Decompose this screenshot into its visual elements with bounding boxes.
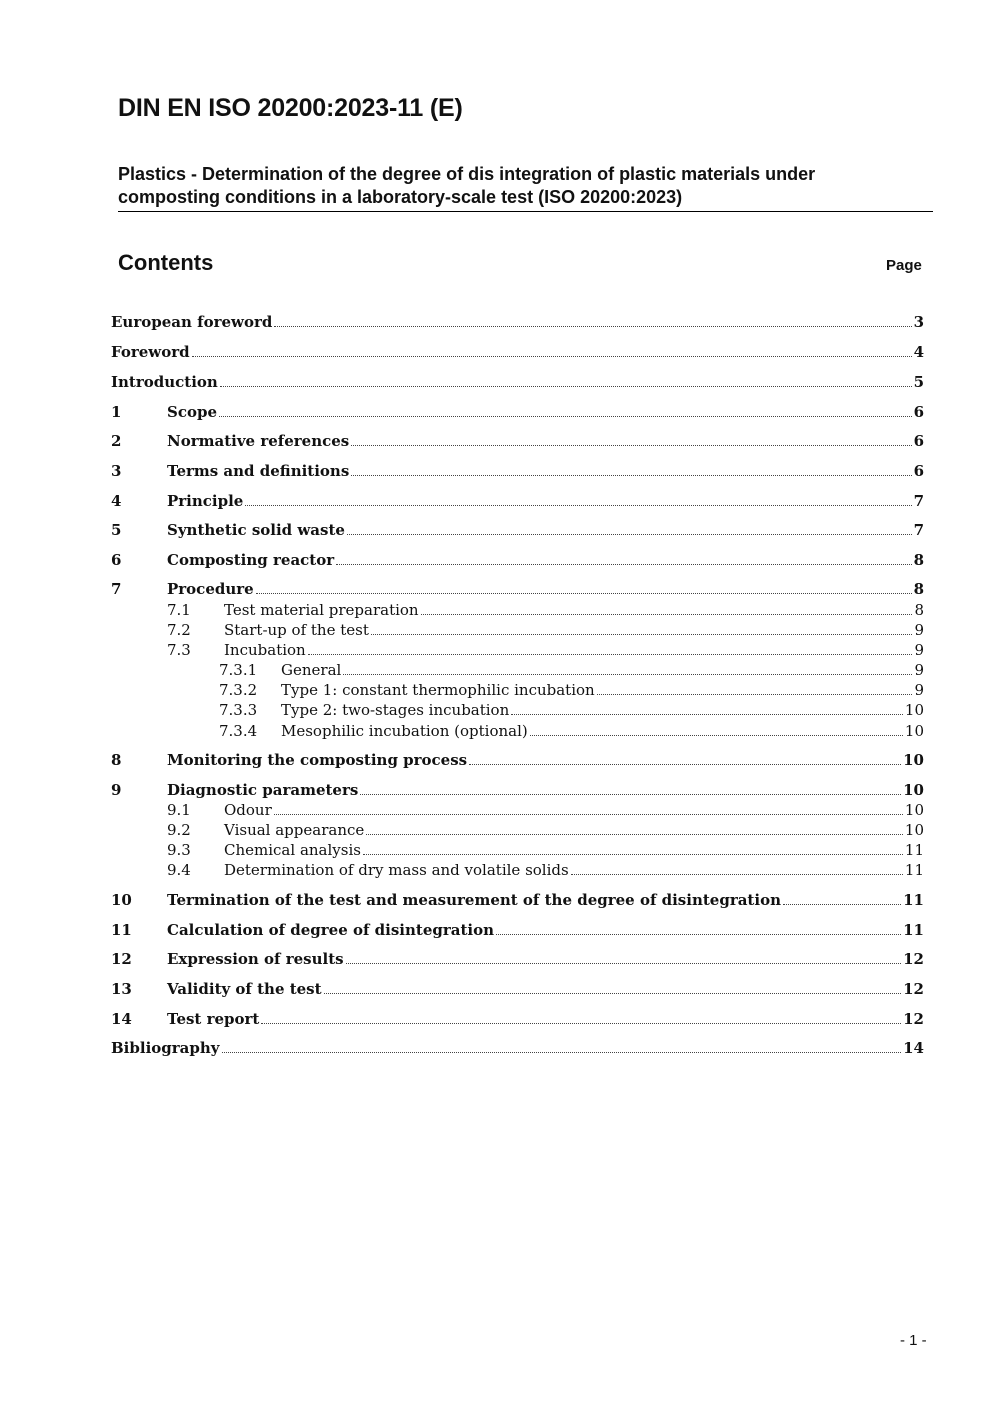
toc-entry-title: Validity of the test: [167, 980, 322, 998]
toc-dot-leader: [571, 871, 903, 875]
toc-entry-page: 10: [904, 722, 924, 740]
toc-entry[interactable]: [219, 680, 924, 700]
toc-entry-title: Termination of the test and measurement of the degree of disintegration: [167, 891, 781, 909]
toc-entry-page: 11: [904, 861, 924, 879]
toc-entry-title: Type 1: constant thermophilic incubation: [281, 681, 595, 699]
toc-dot-leader: [783, 901, 901, 905]
toc-entry[interactable]: [111, 431, 924, 451]
toc-entry[interactable]: [111, 920, 924, 940]
toc-entry-title: Mesophilic incubation (optional): [281, 722, 528, 740]
toc-entry[interactable]: [167, 820, 924, 840]
toc-entry-number: 3: [111, 462, 122, 480]
toc-entry-page: 4: [913, 343, 924, 361]
toc-dot-leader: [192, 353, 912, 357]
toc-entry-title: Synthetic solid waste: [167, 521, 345, 539]
toc-entry-number: 9: [111, 781, 122, 799]
toc-entry[interactable]: [111, 312, 924, 332]
toc-entry-title: Scope: [167, 403, 218, 421]
toc-entry[interactable]: [111, 402, 924, 422]
toc-dot-leader: [336, 561, 911, 565]
subtitle-line-2: composting conditions in a laboratory-scale test (ISO 20200:2023): [118, 187, 683, 207]
toc-entry-title: Foreword: [111, 343, 190, 361]
toc-dot-leader: [308, 651, 913, 655]
toc-entry-number: 2: [111, 432, 122, 450]
toc-entry-title: Incubation: [224, 641, 306, 659]
toc-entry-number: 9.2: [167, 821, 191, 839]
toc-entry-title: Determination of dry mass and volatile solids: [224, 861, 569, 879]
toc-entry-title: Type 2: two-stages incubation: [281, 701, 510, 719]
toc-entry-title: Expression of results: [167, 950, 344, 968]
toc-entry-title: Introduction: [111, 373, 218, 391]
toc-entry[interactable]: [219, 660, 924, 680]
toc-entry-number: 9.1: [167, 801, 191, 819]
toc-dot-leader: [360, 791, 901, 795]
toc-entry-number: 7.2: [167, 621, 191, 639]
toc-dot-leader: [469, 761, 901, 765]
toc-dot-leader: [219, 413, 912, 417]
page-column-heading: Page: [886, 257, 922, 274]
toc-entry-title: Calculation of degree of disintegration: [167, 921, 495, 939]
toc-dot-leader: [511, 711, 903, 715]
toc-dot-leader: [220, 383, 912, 387]
toc-entry[interactable]: [111, 372, 924, 392]
toc-dot-leader: [245, 502, 911, 506]
toc-entry-title: Test material preparation: [224, 601, 419, 619]
toc-entry-number: 6: [111, 551, 122, 569]
toc-entry-number: 8: [111, 751, 122, 769]
toc-dot-leader: [324, 990, 902, 994]
toc-entry-title: Bibliography: [111, 1039, 220, 1057]
toc-entry[interactable]: [111, 979, 924, 999]
toc-entry-page: 6: [913, 403, 924, 421]
toc-entry-page: 11: [903, 891, 924, 909]
toc-entry-page: 3: [913, 313, 924, 331]
toc-entry-number: 7.3.2: [219, 681, 258, 699]
toc-entry-title: Test report: [167, 1010, 260, 1028]
toc-entry-number: 7: [111, 580, 122, 598]
toc-entry-number: 13: [111, 980, 132, 998]
toc-entry[interactable]: [111, 550, 924, 570]
toc-entry[interactable]: [111, 1038, 924, 1058]
toc-dot-leader: [256, 590, 912, 594]
toc-dot-leader: [363, 851, 903, 855]
toc-entry[interactable]: [219, 700, 924, 720]
toc-entry-title: Chemical analysis: [224, 841, 361, 859]
toc-entry[interactable]: [111, 342, 924, 362]
toc-entry-title: Visual appearance: [224, 821, 365, 839]
toc-dot-leader: [274, 811, 903, 815]
toc-entry-page: 8: [913, 580, 924, 598]
toc-entry-number: 7.3.3: [219, 701, 258, 719]
toc-entry[interactable]: [111, 1009, 924, 1029]
toc-entry[interactable]: [111, 949, 924, 969]
toc-entry-number: 9.3: [167, 841, 191, 859]
toc-entry[interactable]: [167, 600, 924, 620]
toc-entry-page: 10: [904, 701, 924, 719]
toc-entry-number: 7.3.1: [219, 661, 258, 679]
toc-dot-leader: [347, 531, 912, 535]
toc-dot-leader: [366, 831, 903, 835]
toc-entry-page: 5: [913, 373, 924, 391]
toc-entry-page: 12: [903, 950, 924, 968]
toc-entry-title: General: [281, 661, 342, 679]
toc-entry-title: Normative references: [167, 432, 350, 450]
toc-entry[interactable]: [167, 800, 924, 820]
toc-entry[interactable]: [219, 721, 924, 741]
toc-entry-title: Odour: [224, 801, 272, 819]
toc-dot-leader: [530, 732, 903, 736]
toc-dot-leader: [346, 960, 902, 964]
toc-entry-page: 12: [903, 1010, 924, 1028]
toc-dot-leader: [351, 472, 911, 476]
toc-entry-number: 7.3.4: [219, 722, 258, 740]
toc-entry-page: 7: [913, 521, 924, 539]
toc-entry-title: Diagnostic parameters: [167, 781, 359, 799]
toc-entry-page: 12: [903, 980, 924, 998]
toc-entry[interactable]: [111, 520, 924, 540]
toc-entry-title: Principle: [167, 492, 244, 510]
toc-dot-leader: [343, 671, 912, 675]
toc-entry-page: 10: [904, 801, 924, 819]
toc-entry-number: 11: [111, 921, 132, 939]
toc-entry-page: 9: [914, 621, 924, 639]
toc-dot-leader: [261, 1020, 901, 1024]
toc-entry-page: 6: [913, 432, 924, 450]
toc-entry-title: European foreword: [111, 313, 273, 331]
toc-entry-page: 6: [913, 462, 924, 480]
toc-entry-page: 8: [914, 601, 924, 619]
toc-entry-page: 8: [913, 551, 924, 569]
toc-dot-leader: [351, 442, 911, 446]
toc-entry-title: Monitoring the composting process: [167, 751, 468, 769]
toc-dot-leader: [274, 323, 911, 327]
toc-entry-number: 1: [111, 403, 122, 421]
toc-entry-number: 7.1: [167, 601, 191, 619]
toc-dot-leader: [496, 931, 901, 935]
toc-entry-page: 9: [914, 681, 924, 699]
toc-dot-leader: [371, 631, 913, 635]
toc-entry[interactable]: [111, 461, 924, 481]
toc-entry[interactable]: [111, 579, 924, 599]
toc-entry-title: Terms and definitions: [167, 462, 350, 480]
toc-dot-leader: [597, 691, 913, 695]
toc-entry-page: 7: [913, 492, 924, 510]
toc-entry[interactable]: [167, 620, 924, 640]
toc-entry-page: 10: [903, 781, 924, 799]
subtitle-line-1: Plastics - Determination of the degree of dis integration of plastic materials under: [118, 164, 816, 184]
toc-entry[interactable]: [167, 640, 924, 660]
toc-entry-page: 11: [903, 921, 924, 939]
toc-entry-title: Start-up of the test: [224, 621, 369, 639]
toc-entry-number: 10: [111, 891, 132, 909]
toc-entry-title: Procedure: [167, 580, 254, 598]
toc-entry[interactable]: [111, 780, 924, 800]
toc-dot-leader: [421, 611, 913, 615]
page-number: - 1 -: [900, 1332, 927, 1349]
toc-entry-page: 9: [914, 641, 924, 659]
toc-entry-page: 9: [914, 661, 924, 679]
toc-entry-number: 7.3: [167, 641, 191, 659]
toc-entry[interactable]: [111, 491, 924, 511]
contents-heading: Contents: [118, 250, 214, 275]
toc-dot-leader: [222, 1049, 902, 1053]
toc-entry-number: 9.4: [167, 861, 191, 879]
toc-entry-page: 14: [903, 1039, 924, 1057]
document-id: DIN EN ISO 20200:2023-11 (E): [118, 94, 463, 122]
toc-entry-number: 4: [111, 492, 122, 510]
toc-entry[interactable]: [111, 890, 924, 910]
toc-entry-page: 10: [904, 821, 924, 839]
toc-entry-number: 14: [111, 1010, 132, 1028]
toc-entry-number: 12: [111, 950, 132, 968]
toc-entry-page: 11: [904, 841, 924, 859]
toc-entry-title: Composting reactor: [167, 551, 335, 569]
toc-entry[interactable]: [167, 860, 924, 880]
toc-entry-number: 5: [111, 521, 122, 539]
toc-entry-page: 10: [903, 751, 924, 769]
toc-entry[interactable]: [167, 840, 924, 860]
toc-entry[interactable]: [111, 750, 924, 770]
